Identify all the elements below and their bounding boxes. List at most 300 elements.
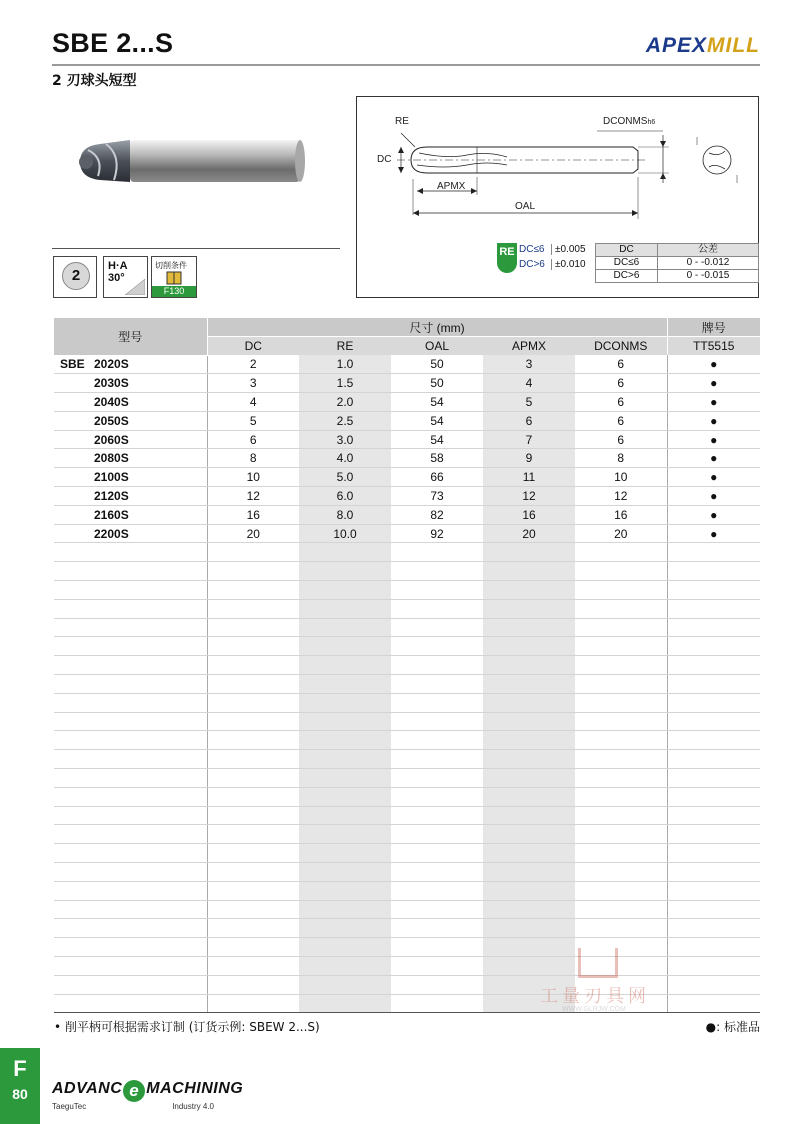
empty-cell [299,769,391,788]
empty-model-cell [54,637,207,656]
oal-cell: 50 [391,374,483,393]
empty-cell [299,543,391,562]
footnote-legend: ●: 标准品 [705,1020,760,1034]
empty-cell [483,787,575,806]
empty-cell [207,938,299,957]
model-cell [54,505,207,524]
empty-row [54,900,760,919]
empty-cell [207,863,299,882]
empty-cell [299,900,391,919]
dc-cell: 6 [207,430,299,449]
model-cell [54,487,207,506]
model-code: 2100S [94,470,129,485]
empty-cell [299,599,391,618]
empty-cell [391,881,483,900]
empty-cell [575,656,667,675]
empty-model-cell [54,731,207,750]
empty-cell [391,806,483,825]
re-cell: 2.0 [299,393,391,412]
empty-cell [391,543,483,562]
empty-cell [667,656,760,675]
oal-cell: 54 [391,411,483,430]
empty-cell [299,712,391,731]
dconms-cell: 16 [575,505,667,524]
empty-model-cell [54,618,207,637]
re-tolerance [497,243,593,273]
dimensions-header: 尺寸 (mm) [207,318,667,337]
empty-model-cell [54,581,207,600]
page-number: 80 [12,1086,28,1102]
empty-cell [207,900,299,919]
model-code: 2030S [94,376,129,391]
empty-cell [667,750,760,769]
empty-cell [391,731,483,750]
empty-cell [391,581,483,600]
dc-tol-value: 0 - -0.015 [657,270,758,283]
re-cell: 5.0 [299,468,391,487]
empty-cell [667,675,760,694]
footer-logo: ADVANC e MACHINING TaeguTec Industry 4.0 [52,1080,244,1111]
apmx-cell: 16 [483,505,575,524]
empty-cell [207,769,299,788]
empty-cell [391,975,483,994]
empty-cell [391,957,483,976]
empty-cell [391,994,483,1013]
model-cell [54,449,207,468]
empty-cell [575,543,667,562]
empty-cell [391,675,483,694]
empty-model-cell [54,825,207,844]
empty-cell [483,581,575,600]
empty-cell [391,750,483,769]
model-code: 2160S [94,507,129,522]
end-mill-photo [70,120,340,200]
model-cell [54,355,207,374]
empty-cell [667,581,760,600]
empty-cell [667,863,760,882]
apmx-cell: 9 [483,449,575,468]
model-cell [54,430,207,449]
empty-cell [483,881,575,900]
empty-cell [299,919,391,938]
re-tolerance-row: DC≤6 ±0.005 [519,244,595,255]
stock-cell: ● [667,355,760,374]
empty-cell [575,863,667,882]
empty-cell [667,881,760,900]
empty-cell [483,825,575,844]
empty-cell [483,750,575,769]
model-code: 2050S [94,413,129,428]
empty-cell [207,787,299,806]
footnote-flat-shank: • 削平柄可根据需求订制 (订货示例: SBEW 2...S) [54,1020,320,1034]
stock-cell: ● [667,487,760,506]
empty-cell [207,562,299,581]
empty-row [54,769,760,788]
table-row [54,355,760,374]
empty-cell [391,938,483,957]
empty-row [54,844,760,863]
dconms-cell: 6 [575,393,667,412]
empty-cell [299,863,391,882]
empty-cell [483,675,575,694]
empty-row [54,731,760,750]
empty-cell [207,599,299,618]
watermark [540,948,670,1018]
model-cell [54,468,207,487]
empty-cell [483,806,575,825]
stock-cell: ● [667,430,760,449]
apmx-cell: 5 [483,393,575,412]
empty-cell [667,543,760,562]
oal-cell: 73 [391,487,483,506]
empty-cell [483,637,575,656]
model-cell [54,374,207,393]
stock-cell: ● [667,393,760,412]
watermark-logo [578,948,618,978]
empty-cell [575,693,667,712]
empty-cell [299,994,391,1013]
empty-cell [207,825,299,844]
empty-cell [299,844,391,863]
empty-row [54,675,760,694]
empty-model-cell [54,599,207,618]
cutting-conditions-code[interactable]: F130 [152,286,196,297]
empty-cell [667,844,760,863]
model-cell [54,393,207,412]
empty-cell [207,618,299,637]
empty-cell [575,712,667,731]
re-cell: 4.0 [299,449,391,468]
apmx-cell: 20 [483,524,575,543]
empty-cell [299,675,391,694]
dconms-cell: 10 [575,468,667,487]
dc-tol-condition: DC≤6 [596,257,658,270]
model-cell [54,524,207,543]
empty-cell [667,919,760,938]
empty-cell [575,769,667,788]
empty-cell [207,844,299,863]
empty-cell [483,919,575,938]
re-cell: 1.0 [299,355,391,374]
empty-row [54,562,760,581]
empty-model-cell [54,562,207,581]
empty-cell [299,806,391,825]
dconms-cell: 8 [575,449,667,468]
model-prefix: SBE [60,357,85,372]
empty-cell [299,618,391,637]
empty-cell [391,844,483,863]
dc-cell: 12 [207,487,299,506]
empty-cell [299,562,391,581]
apmx-cell: 7 [483,430,575,449]
dc-cell: 2 [207,355,299,374]
empty-model-cell [54,938,207,957]
section-letter: F [13,1056,27,1081]
empty-row [54,825,760,844]
re-cell: 10.0 [299,524,391,543]
oal-label: OAL [515,201,536,212]
empty-row [54,656,760,675]
empty-row [54,919,760,938]
dc-cell: 3 [207,374,299,393]
empty-cell [207,806,299,825]
photo-divider [52,248,340,249]
re-tolerance-row: DC>6 ±0.010 [519,259,595,270]
empty-cell [299,787,391,806]
stock-cell: ● [667,449,760,468]
empty-cell [483,844,575,863]
column-header-dconms: DCONMS [575,337,667,356]
empty-cell [299,957,391,976]
spec-table-body [54,355,760,1013]
empty-model-cell [54,675,207,694]
model-header: 型号 [54,318,207,355]
empty-row [54,693,760,712]
dc-cell: 5 [207,411,299,430]
empty-cell [391,618,483,637]
title-divider [52,64,760,66]
dconms-cell: 12 [575,487,667,506]
book-icon [166,271,182,285]
empty-cell [207,881,299,900]
dconms-cell: 6 [575,430,667,449]
empty-row [54,543,760,562]
empty-cell [391,599,483,618]
watermark-url: WWW.GLRJW.COM [562,1006,626,1013]
table-row [54,374,760,393]
empty-cell [483,656,575,675]
empty-cell [483,863,575,882]
helix-wedge-icon [125,275,145,295]
empty-cell [667,900,760,919]
empty-cell [391,919,483,938]
empty-cell [575,637,667,656]
empty-cell [575,881,667,900]
column-header-grade: TT5515 [667,337,760,356]
empty-cell [391,693,483,712]
empty-cell [207,994,299,1013]
empty-row [54,863,760,882]
model-code: 2020S [94,357,129,372]
empty-model-cell [54,543,207,562]
dc-tol-condition: DC>6 [596,270,658,283]
section-tab [0,1048,40,1124]
empty-model-cell [54,712,207,731]
empty-cell [391,712,483,731]
empty-cell [667,599,760,618]
empty-row [54,637,760,656]
empty-model-cell [54,656,207,675]
re-cell: 2.5 [299,411,391,430]
empty-cell [299,975,391,994]
brand-logo: APEXMILL [645,34,760,57]
empty-row [54,581,760,600]
dc-cell: 4 [207,393,299,412]
watermark-text: 工量刃具网 [540,986,650,1007]
dconms-label: DCONMSh6 [603,116,656,127]
empty-cell [207,975,299,994]
oal-cell: 92 [391,524,483,543]
empty-cell [299,750,391,769]
empty-cell [483,693,575,712]
empty-model-cell [54,806,207,825]
dconms-cell: 20 [575,524,667,543]
empty-model-cell [54,693,207,712]
empty-cell [391,863,483,882]
empty-cell [207,637,299,656]
empty-cell [299,731,391,750]
empty-model-cell [54,863,207,882]
empty-cell [575,731,667,750]
page-subtitle: 2 刃球头短型 [52,73,137,89]
re-label: RE [395,116,409,127]
empty-cell [667,637,760,656]
empty-cell [207,750,299,769]
re-cell: 1.5 [299,374,391,393]
empty-model-cell [54,769,207,788]
empty-cell [667,769,760,788]
empty-row [54,750,760,769]
empty-cell [575,919,667,938]
empty-cell [667,712,760,731]
empty-model-cell [54,957,207,976]
oal-cell: 66 [391,468,483,487]
helix-label: H·A [108,260,128,272]
empty-cell [299,881,391,900]
model-code: 2060S [94,432,129,447]
re-cell: 6.0 [299,487,391,506]
dconms-cell: 6 [575,411,667,430]
empty-cell [299,656,391,675]
empty-cell [207,656,299,675]
column-header-oal: OAL [391,337,483,356]
empty-cell [575,844,667,863]
flute-count: 2 [62,262,90,290]
cutting-conditions-icon[interactable] [151,256,197,298]
empty-cell [483,712,575,731]
empty-cell [207,957,299,976]
empty-cell [575,675,667,694]
table-row [54,468,760,487]
empty-cell [667,562,760,581]
table-row [54,505,760,524]
empty-model-cell [54,750,207,769]
empty-cell [299,693,391,712]
oal-cell: 50 [391,355,483,374]
empty-cell [207,581,299,600]
empty-cell [299,825,391,844]
stock-cell: ● [667,411,760,430]
empty-cell [299,938,391,957]
empty-cell [667,957,760,976]
dc-cell: 10 [207,468,299,487]
table-row [54,487,760,506]
empty-cell [299,637,391,656]
stock-cell: ● [667,524,760,543]
empty-cell [483,900,575,919]
empty-row [54,806,760,825]
empty-cell [575,562,667,581]
empty-cell [207,693,299,712]
empty-cell [667,806,760,825]
empty-cell [667,618,760,637]
empty-cell [667,731,760,750]
empty-cell [207,731,299,750]
empty-cell [299,581,391,600]
page-title: SBE 2...S [52,28,174,58]
table-row [54,393,760,412]
oal-cell: 54 [391,393,483,412]
oal-cell: 58 [391,449,483,468]
empty-cell [575,750,667,769]
empty-cell [575,806,667,825]
empty-cell [207,675,299,694]
empty-model-cell [54,994,207,1013]
empty-cell [575,900,667,919]
empty-cell [391,562,483,581]
empty-cell [483,731,575,750]
apmx-cell: 11 [483,468,575,487]
table-row [54,524,760,543]
helix-angle-icon [103,256,148,298]
empty-cell [207,919,299,938]
empty-cell [575,825,667,844]
column-header-dc: DC [207,337,299,356]
dc-tolerance-table [595,243,759,283]
empty-row [54,712,760,731]
empty-cell [483,599,575,618]
apmx-cell: 12 [483,487,575,506]
empty-cell [483,543,575,562]
empty-cell [391,656,483,675]
empty-cell [391,637,483,656]
empty-cell [575,599,667,618]
empty-cell [391,769,483,788]
empty-cell [207,543,299,562]
empty-model-cell [54,919,207,938]
flute-count-icon [53,256,97,298]
dconms-cell: 6 [575,374,667,393]
re-cell: 3.0 [299,430,391,449]
dc-cell: 16 [207,505,299,524]
table-row [54,411,760,430]
empty-cell [667,693,760,712]
empty-cell [667,975,760,994]
oal-cell: 82 [391,505,483,524]
empty-row [54,599,760,618]
empty-model-cell [54,844,207,863]
empty-cell [667,825,760,844]
model-cell [54,411,207,430]
empty-model-cell [54,787,207,806]
spec-table [54,318,760,1013]
empty-model-cell [54,900,207,919]
helix-value: 30° [108,272,125,284]
dc-tol-header-dc: DC [596,244,658,257]
model-code: 2080S [94,451,129,466]
model-code: 2040S [94,394,129,409]
empty-cell [575,581,667,600]
empty-cell [667,994,760,1013]
apmx-label: APMX [437,181,466,192]
empty-cell [483,769,575,788]
stock-cell: ● [667,505,760,524]
empty-row [54,787,760,806]
grade-header: 牌号 [667,318,760,337]
dc-cell: 8 [207,449,299,468]
dc-tol-value: 0 - -0.012 [657,257,758,270]
dconms-cell: 6 [575,355,667,374]
